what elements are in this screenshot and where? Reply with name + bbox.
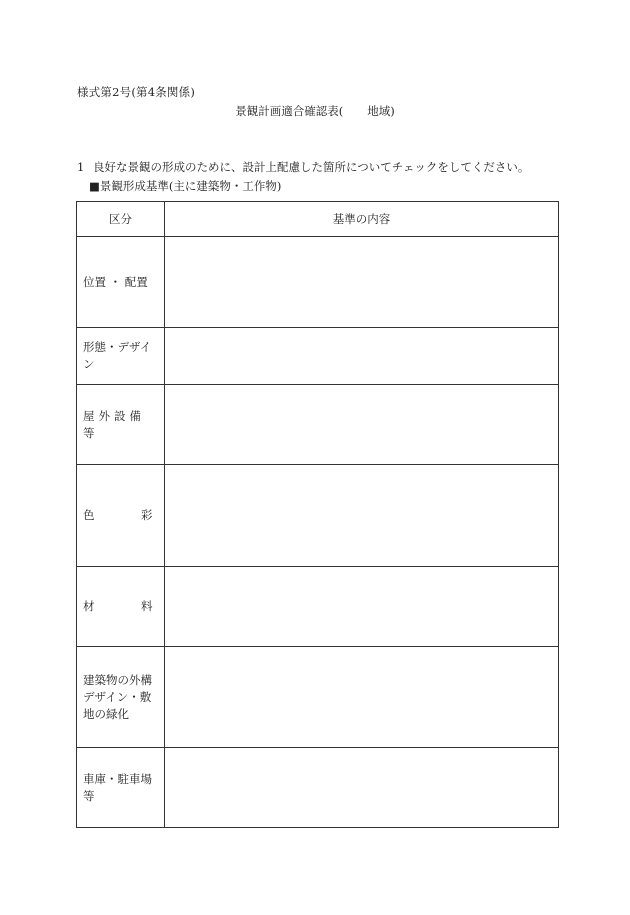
header-category: 区分 xyxy=(77,202,165,237)
category-cell xyxy=(77,385,165,465)
content-cell[interactable] xyxy=(165,328,559,385)
category-label: 屋外設備等 xyxy=(83,408,145,440)
page-title xyxy=(0,103,630,119)
category-label: 色 彩 xyxy=(83,508,156,522)
category-label: 形態・デザイン xyxy=(83,340,152,371)
table-row xyxy=(77,748,559,828)
content-cell[interactable] xyxy=(165,385,559,465)
category-label: 建築物の外構デザイン・敷地の緑化 xyxy=(83,672,152,721)
category-cell xyxy=(77,237,165,328)
table-row xyxy=(77,237,559,328)
content-cell[interactable] xyxy=(165,237,559,328)
section-number: 1 xyxy=(77,160,85,174)
table-header-row xyxy=(77,202,559,237)
table-row xyxy=(77,465,559,567)
criteria-table xyxy=(76,201,559,828)
category-label: 材 料 xyxy=(83,599,156,613)
instruction-text: 良好な景観の形成のために、設計上配慮した箇所についてチェックをしてください。 xyxy=(93,160,530,174)
category-cell xyxy=(77,647,165,748)
header-content: 基準の内容 xyxy=(165,202,559,237)
content-cell[interactable] xyxy=(165,748,559,828)
table-row xyxy=(77,647,559,748)
category-label: 車庫・駐車場等 xyxy=(83,771,152,803)
content-cell[interactable] xyxy=(165,567,559,647)
form-number: 様式第2号(第4条関係) xyxy=(77,85,196,99)
category-cell xyxy=(77,465,165,567)
table-row xyxy=(77,328,559,385)
table-row xyxy=(77,385,559,465)
instruction xyxy=(77,159,529,175)
content-cell[interactable] xyxy=(165,465,559,567)
category-label: 位置 ・ 配置 xyxy=(83,274,148,289)
category-cell xyxy=(77,567,165,647)
category-cell xyxy=(77,328,165,385)
table-row xyxy=(77,567,559,647)
title-main: 景観計画適合確認表( xyxy=(235,104,344,118)
content-cell[interactable] xyxy=(165,647,559,748)
title-suffix: 地域) xyxy=(367,104,395,118)
category-cell xyxy=(77,748,165,828)
section-subheading: ■景観形成基準(主に建築物・工作物) xyxy=(89,179,282,193)
